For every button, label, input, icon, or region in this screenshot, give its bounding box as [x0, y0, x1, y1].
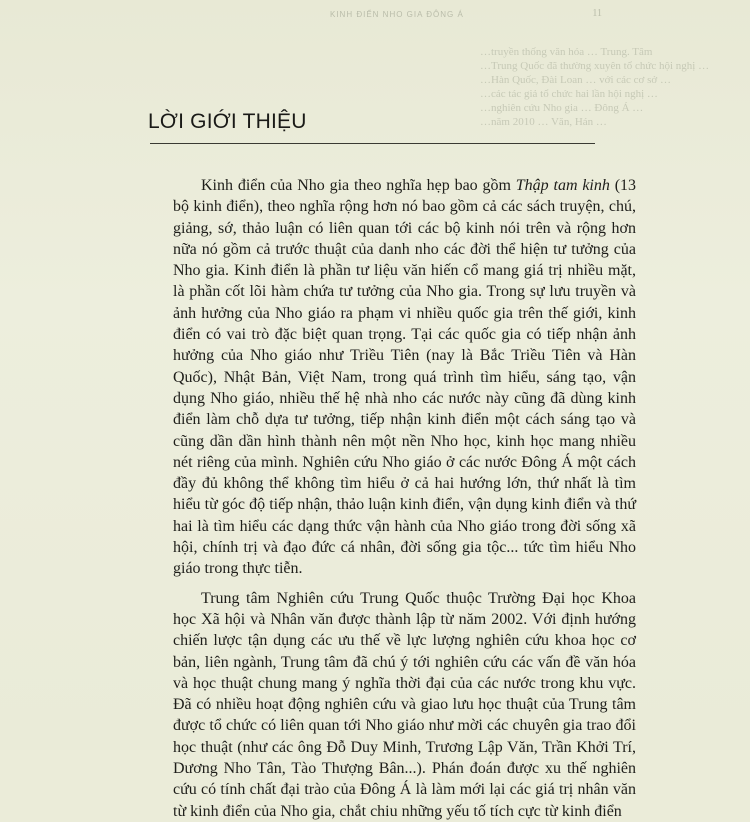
bleed-line: …truyền thống văn hóa … Trung. Tâm: [480, 46, 653, 58]
paragraph-1-rest: (13 bộ kinh điển), theo nghĩa rộng hơn nó bao gồm cả các sách truyện, chú, giảng, sớ, thảo luận có liên quan tới các bộ kinh nói trên và rộng hơn nữa nó gồm cả trước thuật của danh nho các đời thể hiện tư tưởng của Nho gia. Kinh điển là phần tư liệu văn hiến cổ mang giá trị nhiều mặt, là phần cốt lõi hàm chứa tư tưởng của Nho gia. Trong sự lưu truyền và ảnh hưởng của Nho giáo ra phạm vi nhiều quốc gia trên thế giới, kinh điển có vai trò đặc biệt quan trọng. Tại các quốc gia có tiếp nhận ảnh hưởng của Nho giáo như Triều Tiên (nay là Bắc Triều Tiên và Hàn Quốc), Nhật Bản, Việt Nam, trong quá trình tìm hiểu, sáng tạo, vận dụng Nho giáo, nhiều thế hệ nhà nho các nước này cũng đã dùng kinh điển làm chỗ dựa tư tưởng, tiếp nhận kinh điển một cách sáng tạo và cũng dần dần hình thành nên một nền Nho học, kinh học mang nhiều nét riêng của mình. Nghiên cứu Nho giáo ở các nước Đông Á một cách đầy đủ không thể không tìm hiểu ở cả hai hướng lớn, thứ nhất là tìm hiểu từ góc độ tiếp nhận, thảo luận kinh điển, vận dụng kinh điển và thứ hai là tìm hiểu các dạng thức vận hành của Nho giáo trong đời sống xã hội, chính trị và đạo đức cá nhân, đời sống gia tộc... tức tìm hiểu Nho giáo trong thực tiễn.: [173, 177, 637, 578]
bleed-line: …các tác giả tổ chức hai lần hội nghị …: [480, 88, 658, 100]
bleed-line: …Trung Quốc đã thường xuyên tổ chức hội nghị …: [480, 60, 710, 72]
book-title-italic: Thập tam kinh: [515, 177, 610, 194]
show-through-text: [480, 45, 720, 129]
paragraph-2: Trung tâm Nghiên cứu Trung Quốc thuộc Trường Đại học Khoa học Xã hội và Nhân văn được thành lập từ năm 2002. Với định hướng chiến lược tận dụng các ưu thế về lực lượng nghiên cứu khoa học cơ bản, liên ngành, Trung tâm đã chú ý tới nghiên cứu các vấn đề văn hóa và học thuật chung mang ý nghĩa thời đại của các nước trong khu vực. Đã có nhiều hoạt động nghiên cứu và giao lưu học thuật của Trung tâm được tổ chức có liên quan tới Nho giáo như mời các chuyên gia trao đổi học thuật (như các ông Đỗ Duy Minh, Trương Lập Văn, Trần Khởi Trí, Dương Nho Tân, Tào Thượng Bân...). Phán đoán được xu thế nghiên cứu có tính chất đại trào của Đông Á là làm mới lại các giá trị nhân văn từ kinh điển của Nho gia, chắt chiu những yếu tố tích cực từ kinh điển: [173, 589, 636, 820]
running-header: KINH ĐIỂN NHO GIA ĐÔNG Á: [330, 10, 464, 19]
title-divider: [150, 143, 595, 144]
paragraph-1: [173, 175, 636, 580]
page-title: LỜI GIỚI THIỆU: [148, 110, 307, 133]
bleed-line: …Hàn Quốc, Đài Loan … với các cơ sở …: [480, 74, 671, 86]
body-text: [173, 175, 636, 822]
paragraph-1-lead: Kinh điển của Nho gia theo nghĩa hẹp bao gồm: [201, 177, 516, 194]
bleed-line: …năm 2010 … Văn, Hán …: [480, 116, 607, 128]
bleed-line: …nghiên cứu Nho gia … Đông Á …: [480, 102, 644, 114]
page-number: 11: [592, 8, 602, 19]
